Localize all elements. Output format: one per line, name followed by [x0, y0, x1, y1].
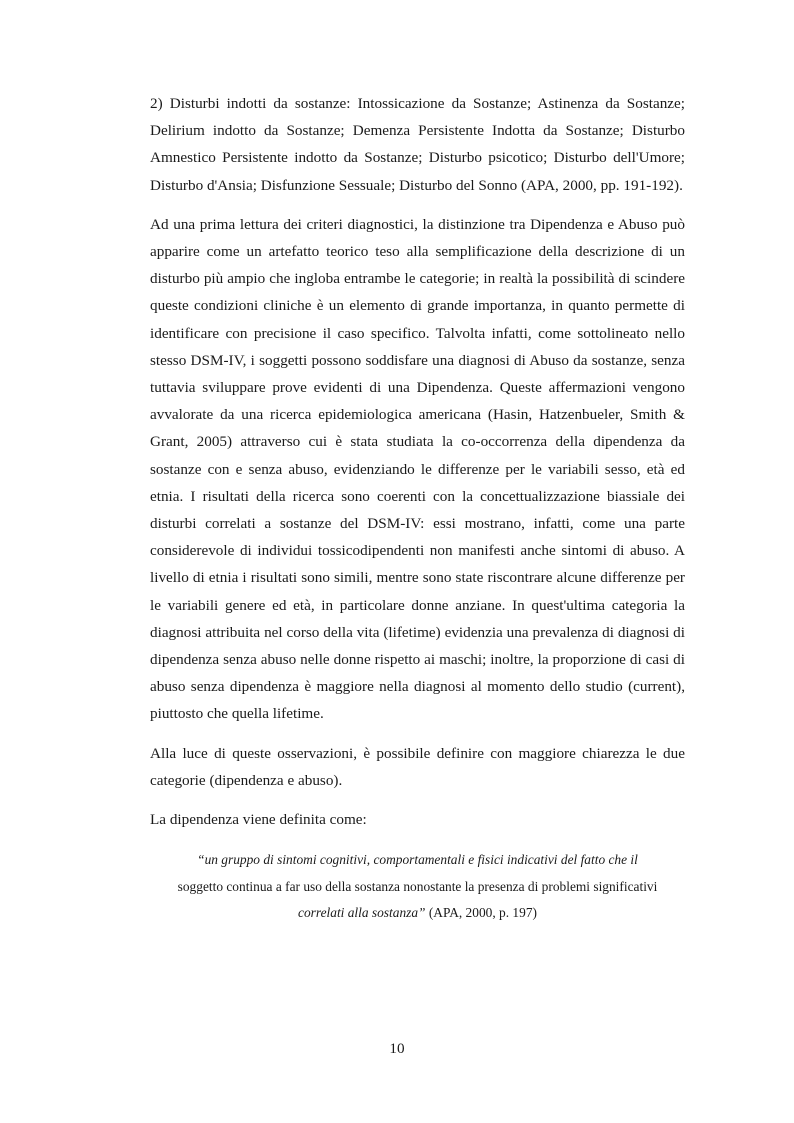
quote-line-3 — [150, 900, 685, 927]
paragraph-substance-induced-disorders: 2) Disturbi indotti da sostanze: Intossicazione da Sostanze; Astinenza da Sostanze; Delirium indotto da Sostanze; Demenza Persistente Indotta da Sostanze; Disturbo Amnestico Persistente indotto da Sostanze; Disturbo psicotico; Disturbo dell'Umore; Disturbo d'Ansia; Disfunzione Sessuale; Disturbo del Sonno (APA, 2000, pp. 191-192). — [150, 95, 685, 194]
paragraph-definitions-intro: Alla luce di queste osservazioni, è possibile definire con maggiore chiarezza le due categorie (dipendenza e abuso). — [150, 744, 685, 789]
quote-line-2: soggetto continua a far uso della sostanza nonostante la presenza di problemi significativi — [177, 878, 658, 894]
page-content — [150, 90, 685, 927]
paragraph-dependence-vs-abuse: Ad una prima lettura dei criteri diagnostici, la distinzione tra Dipendenza e Abuso può apparire come un artefatto teorico teso alla semplificazione della descrizione di un disturbo più ampio che ingloba entrambe le categorie; in realtà la possibilità di scindere queste condizioni cliniche è un elemento di grande importanza, in quanto permette di identificare con precisione il caso specifico. Talvolta infatti, come sottolineato nello stesso DSM-IV, i soggetti possono soddisfare una diagnosi di Abuso da sostanze, senza tuttavia sviluppare prove evidenti di una Dipendenza. Queste affermazioni vengono avvalorate da una ricerca epidemiologica americana (Hasin, Hatzenbueler, Smith & Grant, 2005) attraverso cui è stata studiata la co-occorrenza della dipendenza da sostanze con e senza abuso, evidenziando le differenze per le variabili sesso, età ed etnia. I risultati della ricerca sono coerenti con la concettualizzazione biassiale dei disturbi correlati a sostanze del DSM-IV: essi mostrano, infatti, come una parte considerevole di individui tossicodipendenti non manifesti anche sintomi di abuso. A livello di etnia i risultati sono simili, mentre sono state riscontrare alcune differenze per le variabili genere ed età, in particolare donne anziane. In quest'ultima categoria la diagnosi attribuita nel corso della vita (lifetime) evidenzia una prevalenza di diagnosi di dipendenza senza abuso nelle donne rispetto ai maschi; inoltre, la proporzione di casi di abuso senza dipendenza è maggiore nella diagnosi al momento dello studio (current), piuttosto che quella lifetime. — [150, 215, 685, 723]
quote-citation: (APA, 2000, p. 197) — [425, 905, 537, 921]
quote-line-3-text: correlati alla sostanza” — [298, 905, 426, 921]
page-number: 10 — [389, 1040, 405, 1057]
block-quote-definition — [150, 847, 685, 927]
quote-line-1: “un gruppo di sintomi cognitivi, comportamentali e fisici indicativi del fatto che il — [197, 852, 638, 868]
dependence-definition-lead: La dipendenza viene definita come: — [150, 811, 367, 829]
